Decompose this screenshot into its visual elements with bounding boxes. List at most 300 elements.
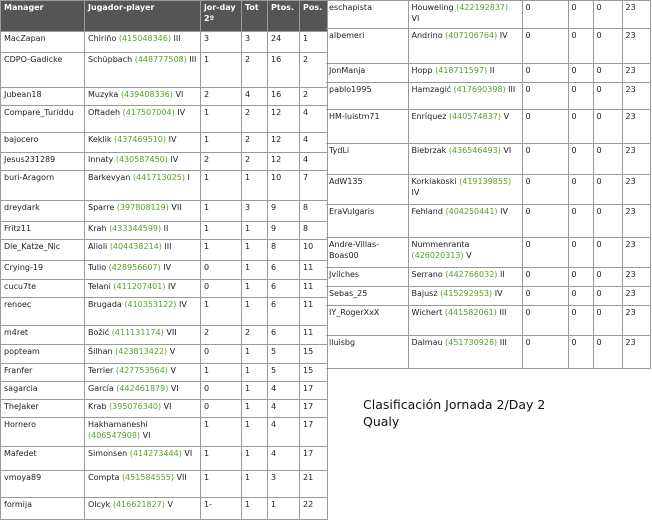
total-cell: 0 (568, 1, 593, 29)
player-id: (441582061) (444, 308, 497, 317)
player-cell (85, 153, 201, 171)
position-cell: 10 (300, 240, 328, 261)
manager-cell: pablo1995 (326, 83, 408, 110)
total-cell: 0 (568, 110, 593, 144)
player-tier: III (189, 55, 197, 64)
total-cell: 1 (242, 447, 268, 471)
player-id: (441713025) (132, 173, 185, 182)
player-tier: III (499, 338, 507, 347)
table-row (326, 287, 650, 306)
table-row (326, 336, 650, 369)
points-cell: 0 (593, 1, 622, 29)
table-row (1, 53, 328, 88)
position-cell: 22 (300, 498, 328, 520)
player-name: Andrino (411, 31, 443, 40)
day-cell: 2 (201, 326, 242, 345)
player-id: (442461879) (116, 384, 169, 393)
manager-cell: vmoya89 (1, 471, 85, 498)
table-row (1, 280, 328, 298)
position-cell: 15 (300, 345, 328, 364)
player-id: (422192837) (456, 3, 509, 12)
manager-cell: Compare_Turiddu (1, 106, 85, 133)
position-cell: 23 (622, 83, 650, 110)
manager-cell: formija (1, 498, 85, 520)
total-cell: 1 (242, 418, 268, 447)
manager-cell: lluisbg (326, 336, 408, 369)
total-cell: 0 (568, 144, 593, 175)
day-cell: 3 (201, 32, 242, 53)
manager-cell: MacZapan (1, 32, 85, 53)
player-cell (408, 1, 522, 29)
player-tier: IV (494, 289, 503, 298)
total-cell: 1 (242, 298, 268, 326)
table-row (326, 306, 650, 336)
player-id: (439408336) (120, 90, 173, 99)
header-player: Jugador-player (85, 1, 201, 32)
player-id: (417507004) (122, 108, 175, 117)
player-tier: VII (166, 328, 177, 337)
points-cell: 4 (268, 447, 300, 471)
player-id: (436546493) (448, 146, 501, 155)
points-cell: 12 (268, 153, 300, 171)
day-cell: 1 (201, 222, 242, 240)
total-cell: 0 (568, 175, 593, 205)
player-tier: IV (500, 207, 508, 216)
player-id: (451584555) (121, 473, 174, 482)
table-row (326, 205, 650, 238)
player-tier: IV (177, 108, 186, 117)
manager-cell: TheJaker (1, 400, 85, 418)
player-cell (85, 326, 201, 345)
table-row (1, 382, 328, 400)
standings-table-left (0, 0, 328, 520)
manager-cell: Andre-Villas-Boas00 (326, 238, 408, 268)
manager-cell: Jubean18 (1, 88, 85, 106)
total-cell: 3 (242, 201, 268, 222)
player-name: Brugada (88, 300, 122, 309)
day-cell: 1 (201, 201, 242, 222)
manager-cell: Crying-19 (1, 261, 85, 280)
caption-line-1: Clasificación Jornada 2/Day 2 (363, 397, 546, 412)
table-row (326, 268, 650, 287)
manager-cell: HM-luistm71 (326, 110, 408, 144)
player-cell (408, 238, 522, 268)
manager-cell: JonManja (326, 64, 408, 83)
points-cell: 4 (268, 400, 300, 418)
player-id: (415048346) (118, 34, 171, 43)
position-cell: 8 (300, 201, 328, 222)
player-cell (85, 201, 201, 222)
player-name: Enríquez (411, 112, 447, 121)
total-cell: 0 (568, 306, 593, 336)
position-cell: 2 (300, 53, 328, 88)
position-cell: 11 (300, 326, 328, 345)
player-cell (85, 400, 201, 418)
player-tier: IV (163, 263, 172, 272)
day-cell: 0 (522, 336, 568, 369)
player-cell (85, 498, 201, 520)
player-cell (85, 53, 201, 88)
day-cell: 1 (201, 364, 242, 382)
player-cell (408, 205, 522, 238)
header-tot: Tot (242, 1, 268, 32)
player-tier: VI (163, 402, 172, 411)
table-row (1, 32, 328, 53)
player-cell (408, 64, 522, 83)
table-row (326, 144, 650, 175)
table-row (1, 261, 328, 280)
header-position: Pos. (300, 1, 328, 32)
manager-cell: eschapista (326, 1, 408, 29)
player-id: (448777508) (134, 55, 187, 64)
points-cell: 6 (268, 280, 300, 298)
day-cell: 0 (201, 261, 242, 280)
player-name: Muzyka (88, 90, 119, 99)
standings-body-right (326, 1, 650, 369)
player-id: (407106764) (445, 31, 498, 40)
player-tier: V (503, 112, 510, 121)
classification-caption (363, 396, 593, 430)
total-cell: 2 (242, 133, 268, 153)
player-name: Serrano (411, 270, 443, 279)
player-tier: VII (171, 203, 182, 212)
player-cell (408, 29, 522, 64)
day-cell: 1 (201, 106, 242, 133)
day-cell: 1 (201, 447, 242, 471)
player-tier: III (508, 85, 516, 94)
position-cell: 23 (622, 144, 650, 175)
points-cell: 0 (593, 287, 622, 306)
day-cell: 0 (522, 175, 568, 205)
points-cell: 1 (268, 498, 300, 520)
position-cell: 11 (300, 298, 328, 326)
table-row (326, 29, 650, 64)
manager-cell: EraVulgaris (326, 205, 408, 238)
player-cell (85, 471, 201, 498)
player-id: (411131174) (111, 328, 164, 337)
manager-cell: IY_RogerXxX (326, 306, 408, 336)
position-cell: 23 (622, 268, 650, 287)
table-row (1, 171, 328, 201)
header-row (1, 1, 328, 32)
player-id: (442766032) (445, 270, 498, 279)
total-cell: 0 (568, 64, 593, 83)
manager-cell: popteam (1, 345, 85, 364)
table-row (326, 238, 650, 268)
player-name: Terrier (88, 366, 114, 375)
table-row (1, 153, 328, 171)
player-name: Telani (88, 282, 111, 291)
total-cell: 3 (242, 32, 268, 53)
day-cell: 1 (201, 53, 242, 88)
player-cell (408, 175, 522, 205)
points-cell: 9 (268, 201, 300, 222)
position-cell: 23 (622, 175, 650, 205)
position-cell: 4 (300, 153, 328, 171)
points-cell: 0 (593, 205, 622, 238)
player-cell (408, 306, 522, 336)
total-cell: 1 (242, 382, 268, 400)
player-tier: II (489, 66, 495, 75)
points-cell: 0 (593, 144, 622, 175)
player-tier: VII (176, 473, 187, 482)
points-cell: 8 (268, 240, 300, 261)
player-id: (419139855) (459, 177, 512, 186)
player-cell (85, 345, 201, 364)
points-cell: 4 (268, 382, 300, 400)
position-cell: 15 (300, 364, 328, 382)
position-cell: 8 (300, 222, 328, 240)
player-tier: II (499, 270, 505, 279)
player-name: Dalmau (411, 338, 443, 347)
player-cell (408, 83, 522, 110)
player-name: Innaty (88, 155, 114, 164)
total-cell: 0 (568, 83, 593, 110)
points-cell: 6 (268, 326, 300, 345)
manager-cell: buri-Aragorn (1, 171, 85, 201)
player-name: Oftadeh (88, 108, 121, 117)
manager-cell: Fritz11 (1, 222, 85, 240)
player-id: (410353122) (124, 300, 177, 309)
player-name: Simonsen (88, 449, 128, 458)
player-name: Hakhamaneshi (88, 420, 148, 429)
day-cell: 0 (522, 29, 568, 64)
player-cell (408, 336, 522, 369)
position-cell: 4 (300, 133, 328, 153)
player-name: Schüpbach (88, 55, 133, 64)
total-cell: 2 (242, 106, 268, 133)
header-day: jor-day 2º (201, 1, 242, 32)
player-name: Nummenranta (411, 240, 470, 249)
total-cell: 1 (242, 280, 268, 298)
table-row (326, 110, 650, 144)
day-cell: 0 (522, 110, 568, 144)
day-cell: 1 (201, 133, 242, 153)
points-cell: 12 (268, 106, 300, 133)
points-cell: 6 (268, 261, 300, 280)
standings-table-right (326, 0, 651, 369)
position-cell: 17 (300, 418, 328, 447)
player-name: Sparre (88, 203, 115, 212)
player-cell (408, 287, 522, 306)
points-cell: 16 (268, 53, 300, 88)
table-row (1, 345, 328, 364)
player-tier: V (169, 347, 176, 356)
player-tier: IV (170, 155, 179, 164)
player-name: Fehland (411, 207, 443, 216)
header-points: Ptos. (268, 1, 300, 32)
day-cell: 0 (522, 144, 568, 175)
player-id: (423813422) (115, 347, 168, 356)
player-name: García (88, 384, 114, 393)
manager-cell: Die_Katze_Nic (1, 240, 85, 261)
manager-cell: Jvilches (326, 268, 408, 287)
points-cell: 4 (268, 418, 300, 447)
player-tier: III (164, 242, 172, 251)
manager-cell: bajocero (1, 133, 85, 153)
points-cell: 0 (593, 29, 622, 64)
day-cell: 0 (201, 280, 242, 298)
day-cell: 0 (522, 205, 568, 238)
manager-cell: AdW135 (326, 175, 408, 205)
player-cell (408, 110, 522, 144)
position-cell: 17 (300, 447, 328, 471)
player-id: (415292953) (440, 289, 493, 298)
manager-cell: albemeri (326, 29, 408, 64)
player-id: (397808119) (116, 203, 169, 212)
player-name: Hamzagić (411, 85, 452, 94)
player-name: Hopp (411, 66, 433, 75)
day-cell: 2 (201, 153, 242, 171)
caption-line-2: Qualy (363, 414, 400, 429)
day-cell: 0 (522, 306, 568, 336)
day-cell: 1 (201, 298, 242, 326)
total-cell: 0 (568, 29, 593, 64)
points-cell: 0 (593, 268, 622, 287)
table-row (1, 400, 328, 418)
total-cell: 1 (242, 240, 268, 261)
player-name: Biebrzak (411, 146, 447, 155)
table-row (326, 83, 650, 110)
player-id: (411207401) (113, 282, 166, 291)
points-cell: 10 (268, 171, 300, 201)
position-cell: 23 (622, 238, 650, 268)
total-cell: 2 (242, 53, 268, 88)
player-cell (408, 268, 522, 287)
table-row (326, 175, 650, 205)
position-cell: 23 (622, 1, 650, 29)
manager-cell: renoec (1, 298, 85, 326)
table-row (1, 88, 328, 106)
player-id: (451730928) (445, 338, 498, 347)
position-cell: 4 (300, 106, 328, 133)
position-cell: 7 (300, 171, 328, 201)
points-cell: 5 (268, 364, 300, 382)
day-cell: 0 (201, 382, 242, 400)
points-cell: 5 (268, 345, 300, 364)
player-id: (406547908) (88, 431, 141, 440)
points-cell: 0 (593, 64, 622, 83)
total-cell: 1 (242, 471, 268, 498)
header-manager: Manager (1, 1, 85, 32)
player-cell (85, 106, 201, 133)
manager-cell: Jesus231289 (1, 153, 85, 171)
manager-cell: dreydark (1, 201, 85, 222)
total-cell: 0 (568, 287, 593, 306)
manager-cell: cucu7te (1, 280, 85, 298)
player-id: (395076340) (109, 402, 162, 411)
manager-cell: Hornero (1, 418, 85, 447)
player-tier: I (187, 173, 190, 182)
player-tier: VI (184, 449, 193, 458)
player-name: Barkevyan (88, 173, 131, 182)
total-cell: 2 (242, 153, 268, 171)
player-cell (85, 298, 201, 326)
player-id: (427753564) (115, 366, 168, 375)
table-row (1, 418, 328, 447)
player-tier: IV (168, 282, 176, 291)
total-cell: 4 (242, 88, 268, 106)
player-tier: V (466, 251, 472, 260)
table-row (1, 133, 328, 153)
total-cell: 1 (242, 222, 268, 240)
player-name: Bajusz (411, 289, 438, 298)
manager-cell: m4ret (1, 326, 85, 345)
day-cell: 0 (201, 400, 242, 418)
player-cell (85, 133, 201, 153)
total-cell: 0 (568, 336, 593, 369)
day-cell: 0 (201, 345, 242, 364)
total-cell: 0 (568, 205, 593, 238)
player-id: (414273444) (129, 449, 182, 458)
player-tier: VI (175, 90, 184, 99)
total-cell: 0 (568, 268, 593, 287)
manager-cell: sagarcia (1, 382, 85, 400)
player-tier: III (173, 34, 181, 43)
total-cell: 0 (568, 238, 593, 268)
player-cell (85, 382, 201, 400)
table-row (1, 240, 328, 261)
points-cell: 16 (268, 88, 300, 106)
player-tier: VI (411, 14, 420, 23)
points-cell: 0 (593, 110, 622, 144)
points-cell: 0 (593, 336, 622, 369)
player-id: (426020313) (411, 251, 464, 260)
player-name: Korkiakoski (411, 177, 457, 186)
total-cell: 1 (242, 364, 268, 382)
points-cell: 0 (593, 238, 622, 268)
player-cell (85, 32, 201, 53)
day-cell: 1- (201, 498, 242, 520)
player-tier: IV (178, 300, 187, 309)
player-cell (85, 88, 201, 106)
player-tier: VI (503, 146, 512, 155)
player-name: Olcyk (88, 500, 111, 509)
points-cell: 0 (593, 175, 622, 205)
points-cell: 0 (593, 306, 622, 336)
day-cell: 0 (522, 268, 568, 287)
player-id: (437469510) (114, 135, 167, 144)
player-cell (85, 364, 201, 382)
table-row (1, 201, 328, 222)
player-name: Wichert (411, 308, 443, 317)
position-cell: 23 (622, 336, 650, 369)
day-cell: 0 (522, 238, 568, 268)
table-row (1, 222, 328, 240)
position-cell: 17 (300, 400, 328, 418)
table-row (1, 447, 328, 471)
day-cell: 0 (522, 83, 568, 110)
player-tier: VI (170, 384, 179, 393)
table-row (1, 471, 328, 498)
total-cell: 2 (242, 326, 268, 345)
points-cell: 0 (593, 83, 622, 110)
player-name: Alioli (88, 242, 108, 251)
manager-cell: Franfer (1, 364, 85, 382)
player-tier: III (499, 308, 507, 317)
total-cell: 1 (242, 345, 268, 364)
player-id: (404250441) (445, 207, 498, 216)
player-tier: II (163, 224, 169, 233)
player-name: Keklik (88, 135, 112, 144)
player-name: Compta (88, 473, 120, 482)
player-name: Šilhan (88, 347, 113, 356)
player-name: Tulio (88, 263, 107, 272)
player-cell (85, 418, 201, 447)
table-row (1, 298, 328, 326)
position-cell: 21 (300, 471, 328, 498)
day-cell: 1 (201, 171, 242, 201)
